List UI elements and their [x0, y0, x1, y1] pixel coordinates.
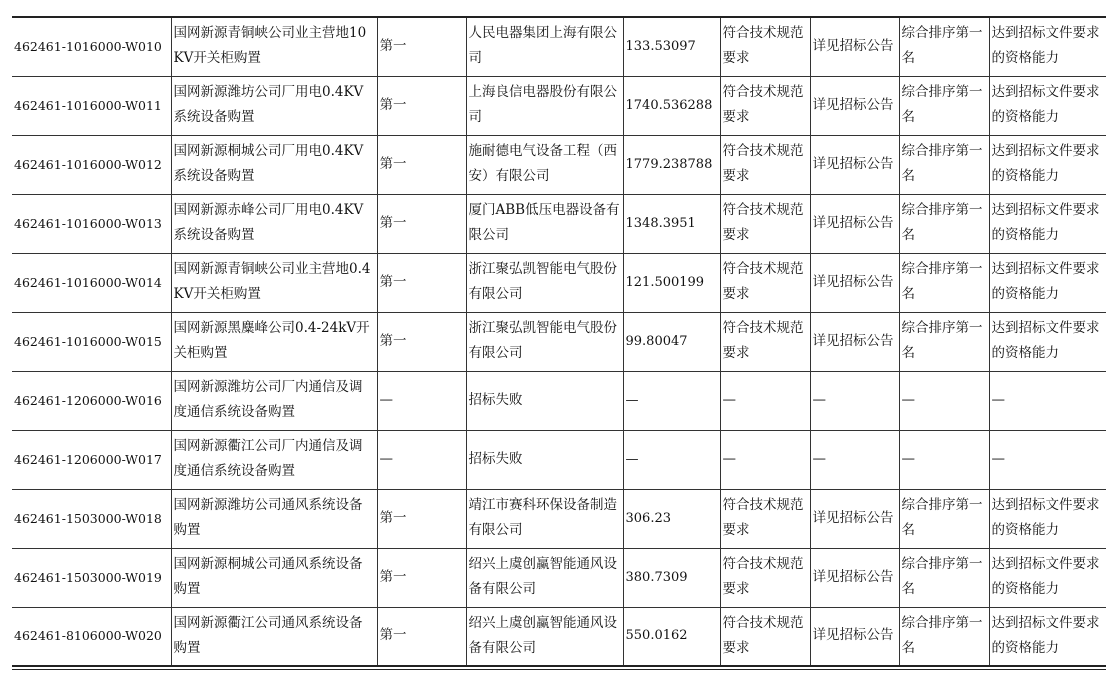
cell-project-name: 国网新源潍坊公司通风系统设备购置 — [171, 489, 377, 548]
cell-overall-ranking: 综合排序第一名 — [899, 312, 989, 371]
cell-project-name: 国网新源衢江公司厂内通信及调度通信系统设备购置 — [171, 430, 377, 489]
cell-technical-compliance: 符合技术规范要求 — [720, 253, 810, 312]
cell-bid-amount: 1779.238788 — [623, 135, 720, 194]
table-bottom-rule — [12, 669, 1106, 670]
cell-package-code: 462461-1016000-W010 — [12, 17, 171, 76]
cell-bid-amount: 133.53097 — [623, 17, 720, 76]
cell-overall-ranking: — — [899, 371, 989, 430]
cell-candidate-rank: — — [377, 371, 466, 430]
cell-package-code: 462461-1016000-W015 — [12, 312, 171, 371]
cell-technical-compliance: 符合技术规范要求 — [720, 135, 810, 194]
cell-bidder-name: 绍兴上虞创赢智能通风设备有限公司 — [466, 607, 623, 666]
cell-technical-compliance: — — [720, 430, 810, 489]
cell-technical-compliance: 符合技术规范要求 — [720, 76, 810, 135]
cell-package-code: 462461-1206000-W016 — [12, 371, 171, 430]
cell-technical-compliance: 符合技术规范要求 — [720, 607, 810, 666]
cell-qualification: 达到招标文件要求的资格能力 — [989, 135, 1106, 194]
cell-candidate-rank: 第一 — [377, 489, 466, 548]
cell-bid-amount: 1348.3951 — [623, 194, 720, 253]
bid-results-table — [12, 16, 1106, 667]
cell-quality-details: — — [810, 371, 899, 430]
table-body — [12, 17, 1106, 666]
cell-bidder-name: 招标失败 — [466, 430, 623, 489]
cell-qualification: 达到招标文件要求的资格能力 — [989, 253, 1106, 312]
cell-technical-compliance: 符合技术规范要求 — [720, 312, 810, 371]
cell-quality-details: 详见招标公告 — [810, 253, 899, 312]
cell-overall-ranking: 综合排序第一名 — [899, 135, 989, 194]
cell-bidder-name: 浙江聚弘凯智能电气股份有限公司 — [466, 253, 623, 312]
cell-project-name: 国网新源衢江公司通风系统设备购置 — [171, 607, 377, 666]
cell-technical-compliance: 符合技术规范要求 — [720, 489, 810, 548]
table-row — [12, 430, 1106, 489]
cell-overall-ranking: 综合排序第一名 — [899, 17, 989, 76]
cell-bidder-name: 厦门ABB低压电器设备有限公司 — [466, 194, 623, 253]
cell-package-code: 462461-8106000-W020 — [12, 607, 171, 666]
cell-technical-compliance: 符合技术规范要求 — [720, 194, 810, 253]
table-row — [12, 489, 1106, 548]
cell-package-code: 462461-1016000-W013 — [12, 194, 171, 253]
cell-candidate-rank: 第一 — [377, 194, 466, 253]
cell-candidate-rank: 第一 — [377, 548, 466, 607]
cell-bid-amount: 380.7309 — [623, 548, 720, 607]
cell-quality-details: 详见招标公告 — [810, 489, 899, 548]
results-table-container — [12, 16, 1106, 667]
cell-quality-details: 详见招标公告 — [810, 135, 899, 194]
cell-bidder-name: 浙江聚弘凯智能电气股份有限公司 — [466, 312, 623, 371]
cell-project-name: 国网新源青铜峡公司业主营地0.4KV开关柜购置 — [171, 253, 377, 312]
cell-project-name: 国网新源潍坊公司厂内通信及调度通信系统设备购置 — [171, 371, 377, 430]
cell-candidate-rank: — — [377, 430, 466, 489]
cell-package-code: 462461-1503000-W018 — [12, 489, 171, 548]
cell-quality-details: 详见招标公告 — [810, 548, 899, 607]
table-row — [12, 312, 1106, 371]
cell-overall-ranking: 综合排序第一名 — [899, 489, 989, 548]
cell-qualification: 达到招标文件要求的资格能力 — [989, 312, 1106, 371]
cell-quality-details: 详见招标公告 — [810, 17, 899, 76]
cell-overall-ranking: 综合排序第一名 — [899, 607, 989, 666]
cell-bid-amount: 550.0162 — [623, 607, 720, 666]
cell-technical-compliance: 符合技术规范要求 — [720, 17, 810, 76]
cell-qualification: 达到招标文件要求的资格能力 — [989, 489, 1106, 548]
cell-qualification: 达到招标文件要求的资格能力 — [989, 76, 1106, 135]
cell-qualification: 达到招标文件要求的资格能力 — [989, 17, 1106, 76]
cell-qualification: — — [989, 371, 1106, 430]
table-row — [12, 135, 1106, 194]
cell-quality-details: 详见招标公告 — [810, 312, 899, 371]
cell-candidate-rank: 第一 — [377, 607, 466, 666]
cell-bidder-name: 靖江市赛科环保设备制造有限公司 — [466, 489, 623, 548]
cell-bidder-name: 上海良信电器股份有限公司 — [466, 76, 623, 135]
cell-project-name: 国网新源潍坊公司厂用电0.4KV系统设备购置 — [171, 76, 377, 135]
cell-bid-amount: — — [623, 371, 720, 430]
table-row — [12, 253, 1106, 312]
cell-bid-amount: 99.80047 — [623, 312, 720, 371]
cell-candidate-rank: 第一 — [377, 76, 466, 135]
cell-package-code: 462461-1016000-W011 — [12, 76, 171, 135]
cell-quality-details: 详见招标公告 — [810, 76, 899, 135]
cell-bidder-name: 人民电器集团上海有限公司 — [466, 17, 623, 76]
table-row — [12, 548, 1106, 607]
cell-overall-ranking: 综合排序第一名 — [899, 253, 989, 312]
cell-project-name: 国网新源黑麋峰公司0.4-24kV开关柜购置 — [171, 312, 377, 371]
table-row — [12, 607, 1106, 666]
cell-candidate-rank: 第一 — [377, 17, 466, 76]
cell-bidder-name: 施耐德电气设备工程（西安）有限公司 — [466, 135, 623, 194]
cell-quality-details: 详见招标公告 — [810, 194, 899, 253]
cell-qualification: 达到招标文件要求的资格能力 — [989, 194, 1106, 253]
cell-package-code: 462461-1016000-W014 — [12, 253, 171, 312]
cell-candidate-rank: 第一 — [377, 135, 466, 194]
cell-bid-amount: 306.23 — [623, 489, 720, 548]
cell-overall-ranking: — — [899, 430, 989, 489]
cell-qualification: — — [989, 430, 1106, 489]
cell-candidate-rank: 第一 — [377, 312, 466, 371]
cell-project-name: 国网新源赤峰公司厂用电0.4KV系统设备购置 — [171, 194, 377, 253]
cell-qualification: 达到招标文件要求的资格能力 — [989, 607, 1106, 666]
cell-quality-details: — — [810, 430, 899, 489]
cell-bid-amount: — — [623, 430, 720, 489]
cell-project-name: 国网新源青铜峡公司业主营地10KV开关柜购置 — [171, 17, 377, 76]
cell-bidder-name: 绍兴上虞创赢智能通风设备有限公司 — [466, 548, 623, 607]
table-row — [12, 371, 1106, 430]
cell-bid-amount: 1740.536288 — [623, 76, 720, 135]
table-row — [12, 76, 1106, 135]
cell-project-name: 国网新源桐城公司厂用电0.4KV系统设备购置 — [171, 135, 377, 194]
cell-bid-amount: 121.500199 — [623, 253, 720, 312]
cell-project-name: 国网新源桐城公司通风系统设备购置 — [171, 548, 377, 607]
cell-package-code: 462461-1016000-W012 — [12, 135, 171, 194]
cell-bidder-name: 招标失败 — [466, 371, 623, 430]
cell-candidate-rank: 第一 — [377, 253, 466, 312]
cell-overall-ranking: 综合排序第一名 — [899, 194, 989, 253]
cell-technical-compliance: 符合技术规范要求 — [720, 548, 810, 607]
table-row — [12, 194, 1106, 253]
cell-overall-ranking: 综合排序第一名 — [899, 548, 989, 607]
cell-technical-compliance: — — [720, 371, 810, 430]
cell-package-code: 462461-1503000-W019 — [12, 548, 171, 607]
cell-overall-ranking: 综合排序第一名 — [899, 76, 989, 135]
table-row — [12, 17, 1106, 76]
cell-quality-details: 详见招标公告 — [810, 607, 899, 666]
cell-package-code: 462461-1206000-W017 — [12, 430, 171, 489]
cell-qualification: 达到招标文件要求的资格能力 — [989, 548, 1106, 607]
